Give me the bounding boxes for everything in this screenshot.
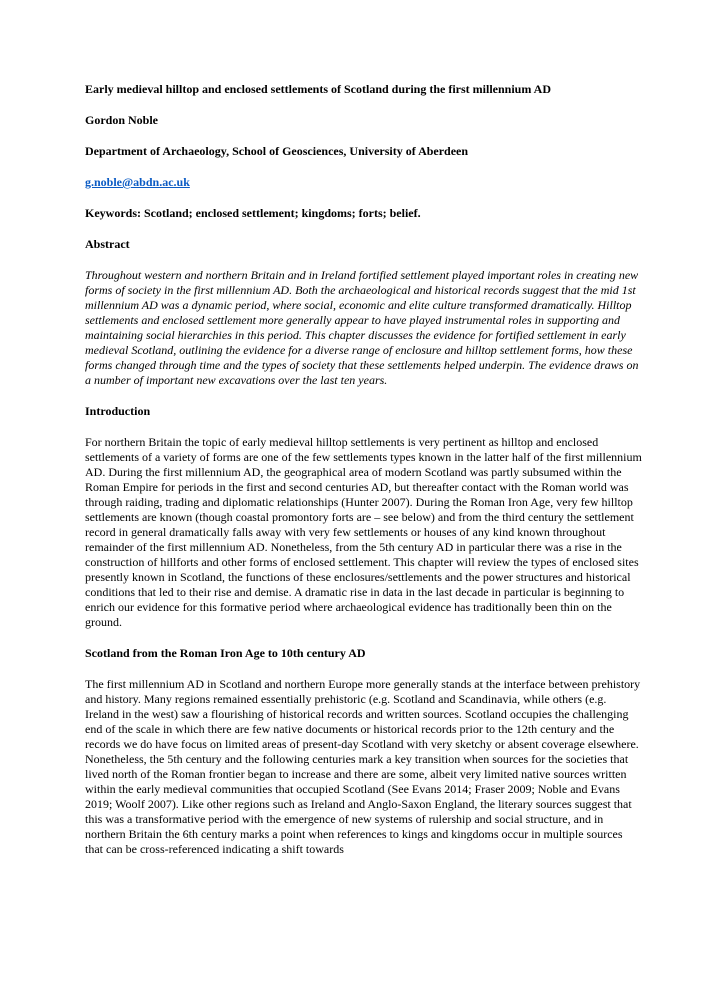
roman-iron-age-paragraph: The first millennium AD in Scotland and northern Europe more generally stands at the interface between prehistory and history. Many regions remained essentially prehistoric (e.g. Scotland and Scandinavia, while others (e.g. Ireland in the west) saw a flourishing of historical records and written sources. Scotland occupies the challenging end of the scale in which there are few native documents or historical records prior to the 12th century and the records we do have focus on limited areas of present-day Scotland with very sketchy or absent coverage elsewhere. Nonetheless, the 5th century and the following centuries mark a key transition when sources for the societies that lived north of the Roman frontier began to increase and there are some, albeit very limited native sources written within the early medieval communities that occupied Scotland (See Evans 2014; Fraser 2009; Noble and Evans 2019; Woolf 2007). Like other regions such as Ireland and Anglo-Saxon England, the literary sources suggest that this was a transformative period with the emergence of new systems of rulership and social structure, and in northern Britain the 6th century marks a point when references to kings and kingdoms occur in multiple sources that can be cross-referenced indicating a shift towards [85,677,641,856]
section-heading-roman-iron-age: Scotland from the Roman Iron Age to 10th century AD [85,646,366,660]
email-line [85,175,643,190]
author-name: Gordon Noble [85,113,159,127]
paper-title: Early medieval hilltop and enclosed settlements of Scotland during the first millennium AD [85,82,552,96]
section-heading-introduction: Introduction [85,404,151,418]
email-link[interactable]: g.noble@abdn.ac.uk [85,175,190,189]
section-heading-abstract: Abstract [85,237,130,251]
keywords-line: Keywords: Scotland; enclosed settlement; kingdoms; forts; belief. [85,206,421,220]
author-affiliation: Department of Archaeology, School of Geosciences, University of Aberdeen [85,144,469,158]
abstract-paragraph: Throughout western and northern Britain and in Ireland fortified settlement played important roles in creating new forms of society in the first millennium AD. Both the archaeological and historical records suggest that the mid 1st millennium AD was a dynamic period, where social, economic and elite culture transformed dramatically. Hilltop settlements and enclosed settlement more generally appear to have played instrumental roles in supporting and maintaining social hierarchies in this period. This chapter discusses the evidence for fortified settlement in early medieval Scotland, outlining the evidence for a diverse range of enclosure and hilltop settlement forms, how these forms changed through time and the types of society that these settlements helped underpin. The evidence draws on a number of important new excavations over the last ten years. [85,268,639,387]
introduction-paragraph: For northern Britain the topic of early medieval hilltop settlements is very pertinent as hilltop and enclosed settlements of a variety of forms are one of the few settlements types known in the latter half of the first millennium AD. During the first millennium AD, the geographical area of modern Scotland was partly subsumed within the Roman Empire for periods in the first and second centuries AD, but thereafter contact with the Roman world was through raiding, trading and diplomatic relationships (Hunter 2007). During the Roman Iron Age, very few hilltop settlements are known (though coastal promontory forts are – see below) and from the third century the settlement record in general dramatically falls away with very few settlements or houses of any kind known throughout remainder of the first millennium AD. Nonetheless, from the 5th century AD in particular there was a rise in the construction of hillforts and other forms of enclosed settlement. This chapter will review the types of enclosed sites presently known in Scotland, the functions of these enclosures/settlements and the power structures and historical conditions that led to their rise and demise. A dramatic rise in data in the last decade in particular is beginning to enrich our evidence for this formative period where archaeological evidence has traditionally been thin on the ground. [85,435,642,629]
